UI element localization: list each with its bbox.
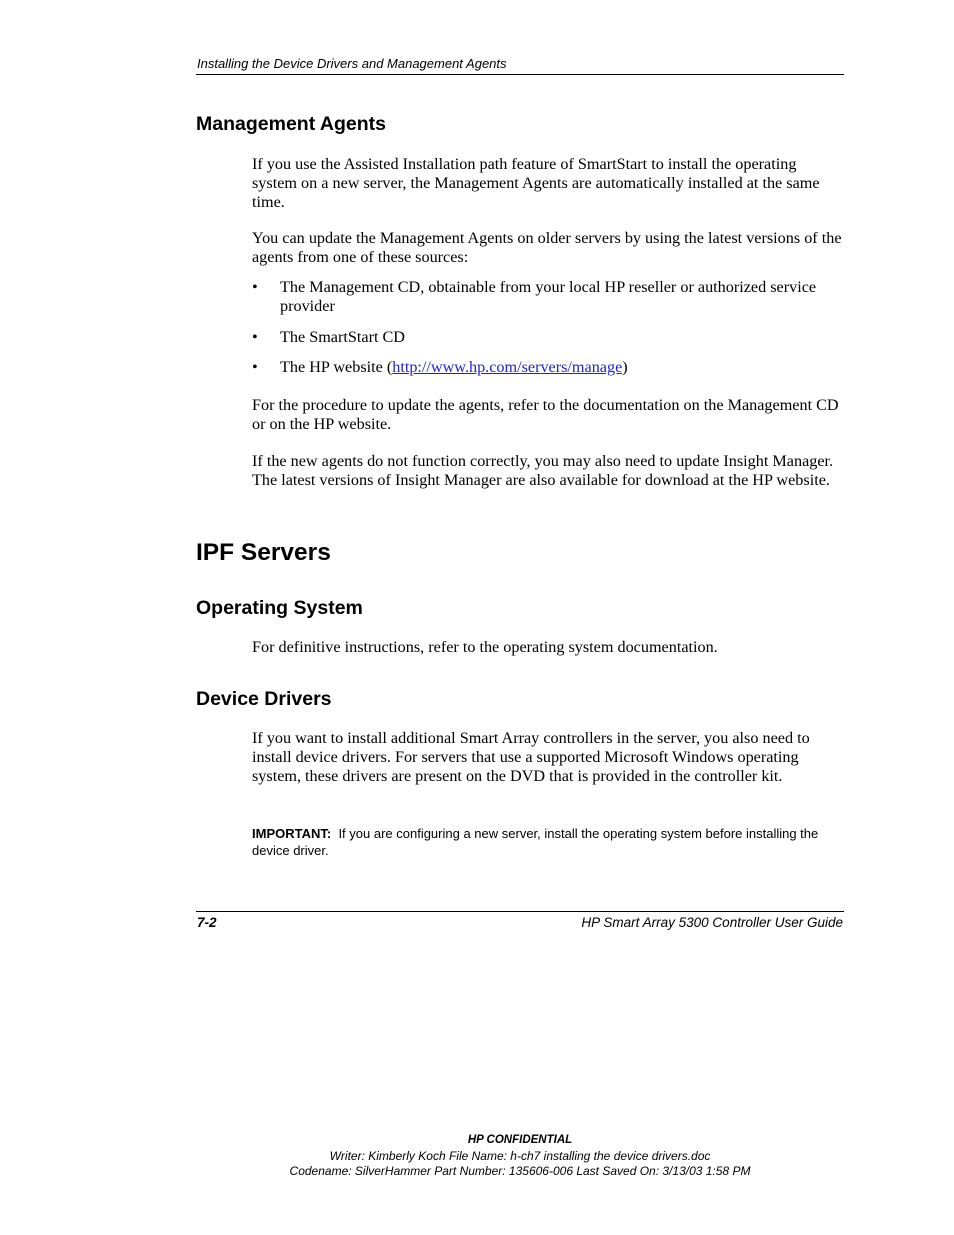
list-item-text: The SmartStart CD <box>280 328 405 346</box>
paragraph-procedure: For the procedure to update the agents, refer to the documentation on the Management CD or on the HP website. <box>252 396 839 433</box>
paragraph-insight-manager: If the new agents do not function correctly, you may also need to update Insight Manager. The latest versions of Insight Manager are also available for download at the HP website. <box>252 452 834 489</box>
header-rule <box>196 74 844 75</box>
important-note <box>252 825 842 859</box>
list-item-text-after: ) <box>622 358 628 376</box>
footer-rule <box>196 911 844 912</box>
heading-ipf-servers: IPF Servers <box>196 539 331 566</box>
heading-operating-system: Operating System <box>196 597 363 619</box>
codename-part-info: Codename: SilverHammer Part Number: 135606-006 Last Saved On: 3/13/03 1:58 PM <box>289 1164 751 1178</box>
guide-title: HP Smart Array 5300 Controller User Guide <box>581 915 843 930</box>
confidential-label: HP CONFIDENTIAL <box>467 1134 573 1146</box>
bullet-icon: • <box>252 358 258 376</box>
list-item-text <box>280 358 840 377</box>
page-number: 7-2 <box>197 915 217 930</box>
bullet-icon: • <box>252 328 258 346</box>
running-header: Installing the Device Drivers and Management Agents <box>197 56 507 71</box>
paragraph-os-instructions: For definitive instructions, refer to the operating system documentation. <box>252 638 718 656</box>
bullet-icon: • <box>252 278 258 296</box>
paragraph-device-drivers: If you want to install additional Smart Array controllers in the server, you also need to install device drivers. For servers that use a supported Microsoft Windows operating system, these drivers are present on the DVD that is provided in the controller kit. <box>252 729 810 785</box>
paragraph-update-agents: You can update the Management Agents on older servers by using the latest versions of the agents from one of these sources: <box>252 229 842 266</box>
heading-device-drivers: Device Drivers <box>196 688 332 710</box>
list-item-text-before: The HP website ( <box>280 358 393 376</box>
important-label: IMPORTANT: <box>252 826 332 841</box>
list-item-text: The Management CD, obtainable from your local HP reseller or authorized service provider <box>280 278 817 315</box>
paragraph-assisted-installation: If you use the Assisted Installation path feature of SmartStart to install the operating system on a new server, the Management Agents are automatically installed at the same time. <box>252 155 820 211</box>
heading-management-agents: Management Agents <box>196 113 386 135</box>
hp-website-link[interactable]: http://www.hp.com/servers/manage <box>392 358 623 376</box>
writer-file-info: Writer: Kimberly Koch File Name: h-ch7 installing the device drivers.doc <box>329 1149 711 1163</box>
important-text: If you are configuring a new server, install the operating system before installing the device driver. <box>252 826 819 858</box>
